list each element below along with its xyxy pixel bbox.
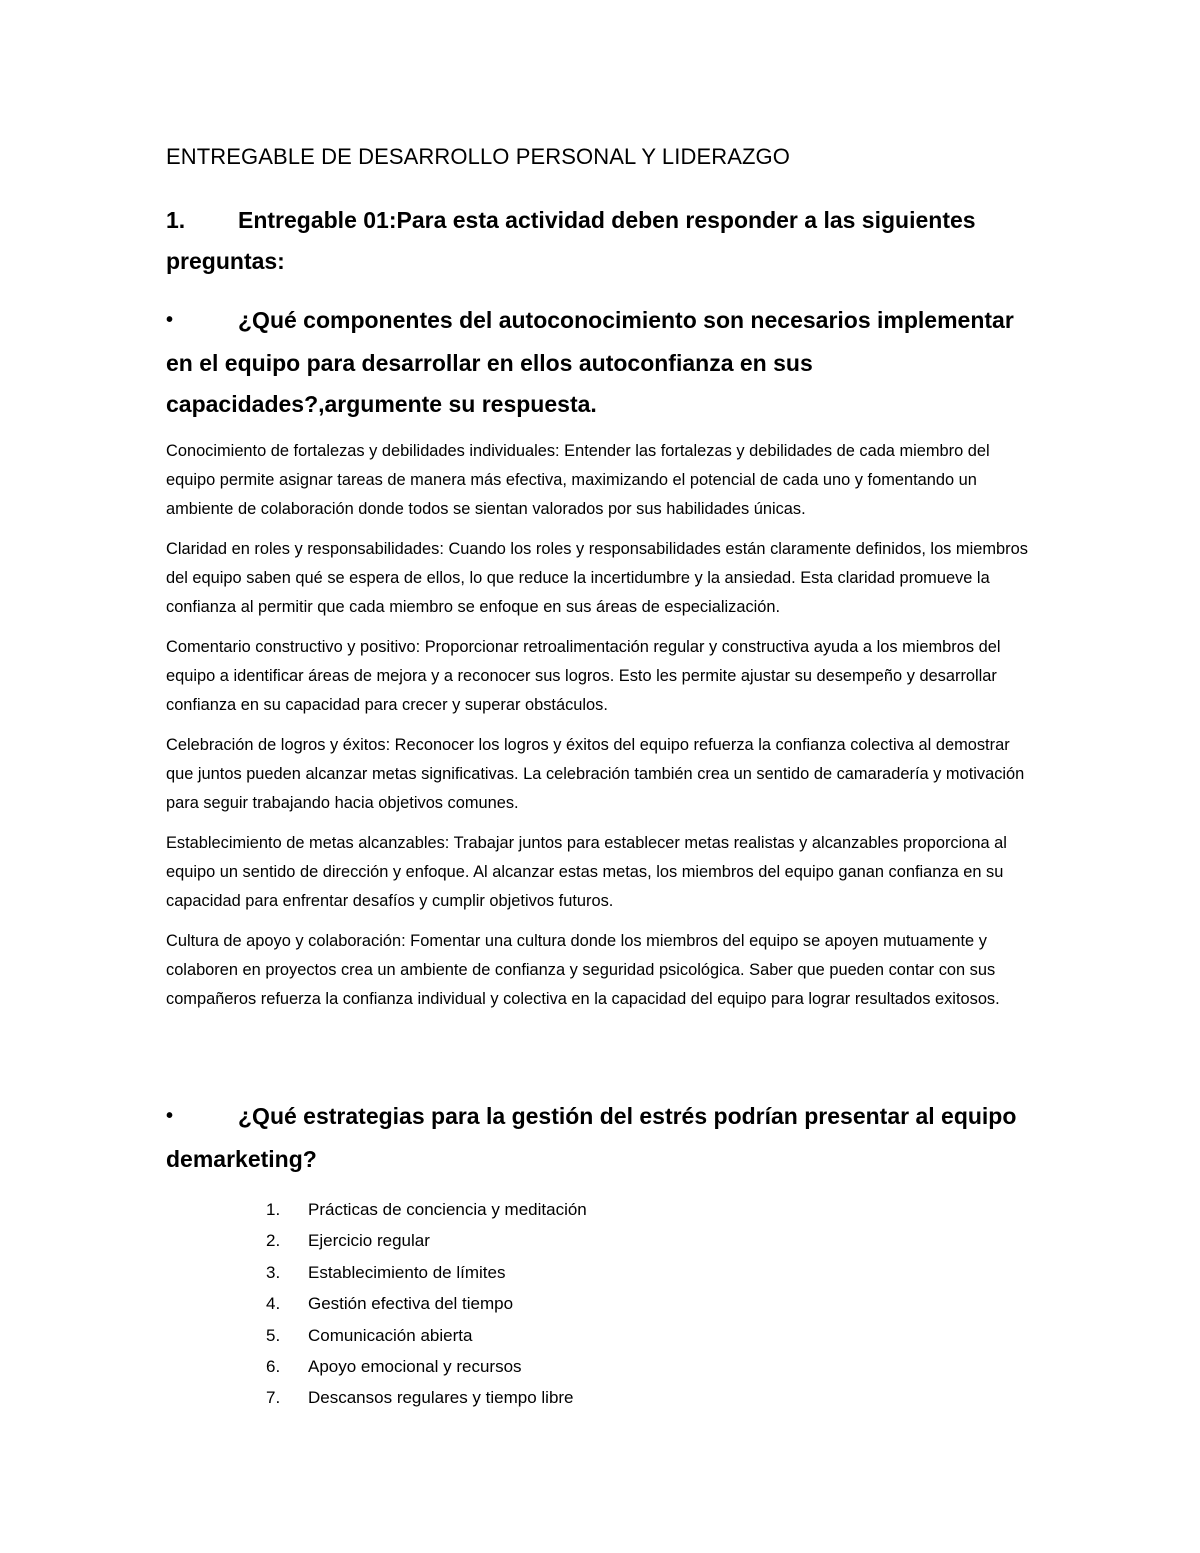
answer-paragraph: Conocimiento de fortalezas y debilidades individuales: Entender las fortalezas y debilidades de cada miembro del equipo permite asignar tareas de manera más efectiva, maximizando el potencial de cada uno y fomentando un ambiente de colaboración donde todos se sientan valorados por sus habilidades únicas. <box>166 442 990 518</box>
list-item <box>266 1225 587 1256</box>
list-item-text: Descansos regulares y tiempo libre <box>308 1388 574 1408</box>
answer-paragraph: Comentario constructivo y positivo: Proporcionar retroalimentación regular y constructiva ayuda a los miembros del equipo a identificar áreas de mejora y a reconocer sus logros. Esto les permite ajustar su desempeño y desarrollar confianza en su capacidad para crecer y superar obstáculos. <box>166 638 1001 714</box>
list-item <box>266 1257 587 1288</box>
list-item-number: 1. <box>266 1200 281 1219</box>
answer-paragraph: Establecimiento de metas alcanzables: Trabajar juntos para establecer metas realistas y alcanzables proporciona al equipo un sentido de dirección y enfoque. Al alcanzar estas metas, los miembros del equipo ganan confianza en su capacidad para enfrentar desafíos y cumplir objetivos futuros. <box>166 834 1007 910</box>
list-item-number: 6. <box>266 1357 281 1377</box>
list-item-number: 7. <box>266 1388 281 1408</box>
list-item-text: Comunicación abierta <box>308 1325 473 1345</box>
answer-paragraph: Claridad en roles y responsabilidades: Cuando los roles y responsabilidades están claramente definidos, los miembros del equipo saben qué se espera de ellos, lo que reduce la incertidumbre y la ansiedad. Esta claridad promueve la confianza al permitir que cada miembro se enfoque en sus áreas de especialización. <box>166 540 1028 616</box>
list-item <box>266 1288 587 1319</box>
list-item-text: Prácticas de conciencia y meditación <box>308 1200 587 1219</box>
list-item-number: 3. <box>266 1262 281 1282</box>
section-heading <box>166 200 1026 282</box>
document-title: ENTREGABLE DE DESARROLLO PERSONAL Y LIDERAZGO <box>166 144 790 169</box>
list-item <box>266 1382 587 1413</box>
list-item <box>266 1194 587 1225</box>
list-item-number: 5. <box>266 1325 281 1345</box>
list-item-text: Apoyo emocional y recursos <box>308 1357 522 1377</box>
section-text: Entregable 01:Para esta actividad deben responder a las siguientes preguntas: <box>166 207 976 274</box>
strategy-list <box>266 1194 587 1414</box>
answer-paragraph: Celebración de logros y éxitos: Reconocer los logros y éxitos del equipo refuerza la confianza colectiva al demostrar que juntos pueden alcanzar metas significativas. La celebración también crea un sentido de camaradería y motivación para seguir trabajando hacia objetivos comunes. <box>166 736 1025 812</box>
bullet-icon: • <box>166 1105 174 1127</box>
list-item-text: Ejercicio regular <box>308 1231 430 1251</box>
bullet-icon: • <box>166 309 174 331</box>
question-2 <box>166 1096 1026 1180</box>
section-number: 1. <box>166 207 186 233</box>
list-item-number: 4. <box>266 1294 281 1314</box>
list-item-text: Establecimiento de límites <box>308 1262 506 1282</box>
question-2-text: ¿Qué estrategias para la gestión del estrés podrían presentar al equipo demarketing? <box>166 1103 1017 1172</box>
question-1 <box>166 300 1026 425</box>
list-item-text: Gestión efectiva del tiempo <box>308 1294 514 1314</box>
answer-paragraph: Cultura de apoyo y colaboración: Fomentar una cultura donde los miembros del equipo se apoyen mutuamente y colaboren en proyectos crea un ambiente de confianza y seguridad psicológica. Saber que pueden contar con sus compañeros refuerza la confianza individual y colectiva en la capacidad del equipo para lograr resultados exitosos. <box>166 932 1000 1008</box>
list-item <box>266 1320 587 1351</box>
question-1-text: ¿Qué componentes del autoconocimiento son necesarios implementar en el equipo para desarrollar en ellos autoconfianza en sus capacidades?,argumente su respuesta. <box>166 307 1014 417</box>
list-item <box>266 1351 587 1382</box>
list-item-number: 2. <box>266 1231 281 1251</box>
